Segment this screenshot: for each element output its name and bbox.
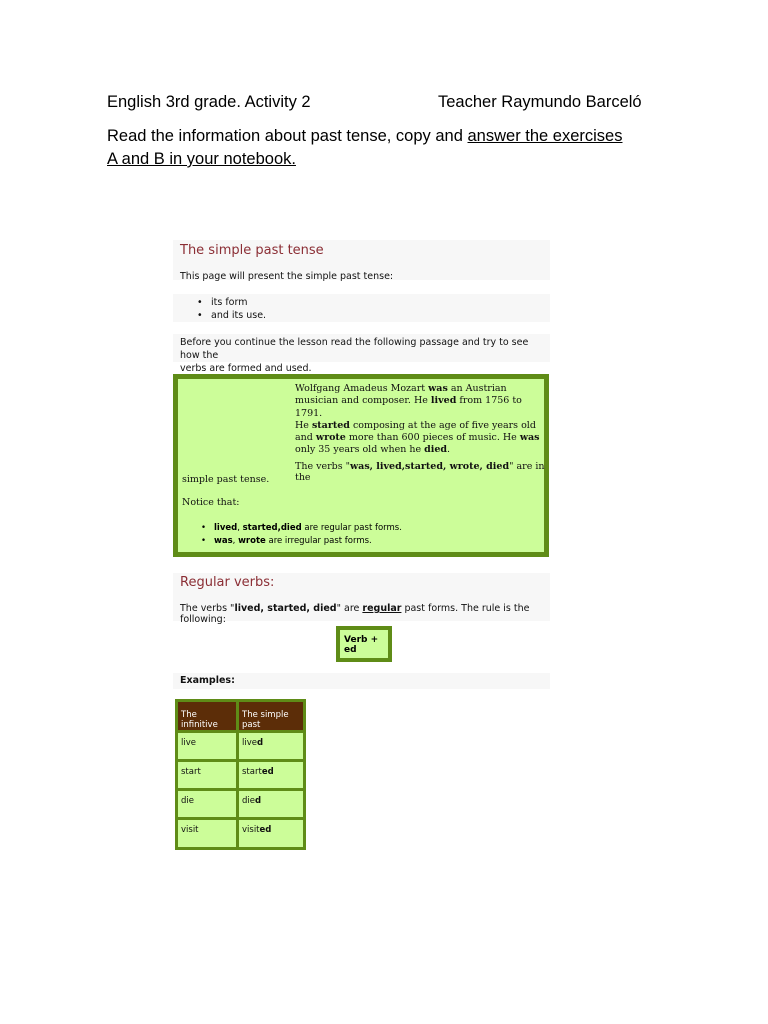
examples-table [175, 699, 306, 850]
notes-list [192, 522, 402, 548]
regular-verbs-text: The verbs "lived, started, died" are regular past forms. The rule is the following: [180, 603, 530, 625]
before-text [180, 336, 545, 375]
teacher-name: Teacher Raymundo Barceló [438, 93, 642, 111]
mozart-passage-box [173, 374, 549, 557]
before-band [173, 334, 550, 374]
mozart-passage: Wolfgang Amadeus Mozart was an Austrian musician and composer. He lived from 1756 to 1791. He started composing at the age of five years old and wrote more than 600 pieces of music. He was only 35 years old when he died. [295, 383, 540, 456]
instructions-underlined: answer the exercises [467, 127, 623, 145]
lesson-title-band [173, 240, 550, 280]
instructions-text: Read the information about past tense, copy and [107, 127, 468, 145]
table-header-infinitive: The infinitive [178, 702, 236, 730]
table-cell: visited [239, 820, 303, 847]
list-item: • lived, started,died are regular past forms. [214, 522, 402, 535]
before-line-1: Before you continue the lesson read the following passage and try to see how the [180, 337, 529, 361]
verbs-statement: The verbs "was, lived,started, wrote, died" are in the [295, 461, 545, 483]
topics-list [179, 296, 266, 322]
list-item: • and its use. [211, 309, 266, 322]
regular-verbs-band [173, 573, 550, 625]
table-cell: started [239, 762, 303, 788]
table-cell: visit [178, 820, 236, 847]
notice-label: Notice that: [182, 497, 240, 508]
simple-past-text: simple past tense. [182, 474, 270, 485]
lesson-title: The simple past tense [180, 243, 324, 258]
instructions [107, 125, 687, 171]
instructions-underlined-2: A and B in your notebook. [107, 150, 296, 168]
rule-box: Verb + ed [336, 626, 392, 662]
examples-band [173, 673, 550, 689]
table-cell: start [178, 762, 236, 788]
table-header-simple-past: The simple past [239, 702, 303, 730]
list-item: • was, wrote are irregular past forms. [214, 535, 402, 548]
table-cell: died [239, 791, 303, 817]
lesson-intro: This page will present the simple past tense: [180, 271, 394, 282]
regular-verbs-title: Regular verbs: [180, 575, 275, 590]
examples-label: Examples: [180, 675, 235, 686]
before-line-2: verbs are formed and used. [180, 363, 312, 374]
list-item: • its form [211, 296, 266, 309]
table-cell: lived [239, 733, 303, 759]
table-cell: die [178, 791, 236, 817]
activity-title: English 3rd grade. Activity 2 [107, 93, 311, 111]
topics-band [173, 294, 550, 322]
table-cell: live [178, 733, 236, 759]
